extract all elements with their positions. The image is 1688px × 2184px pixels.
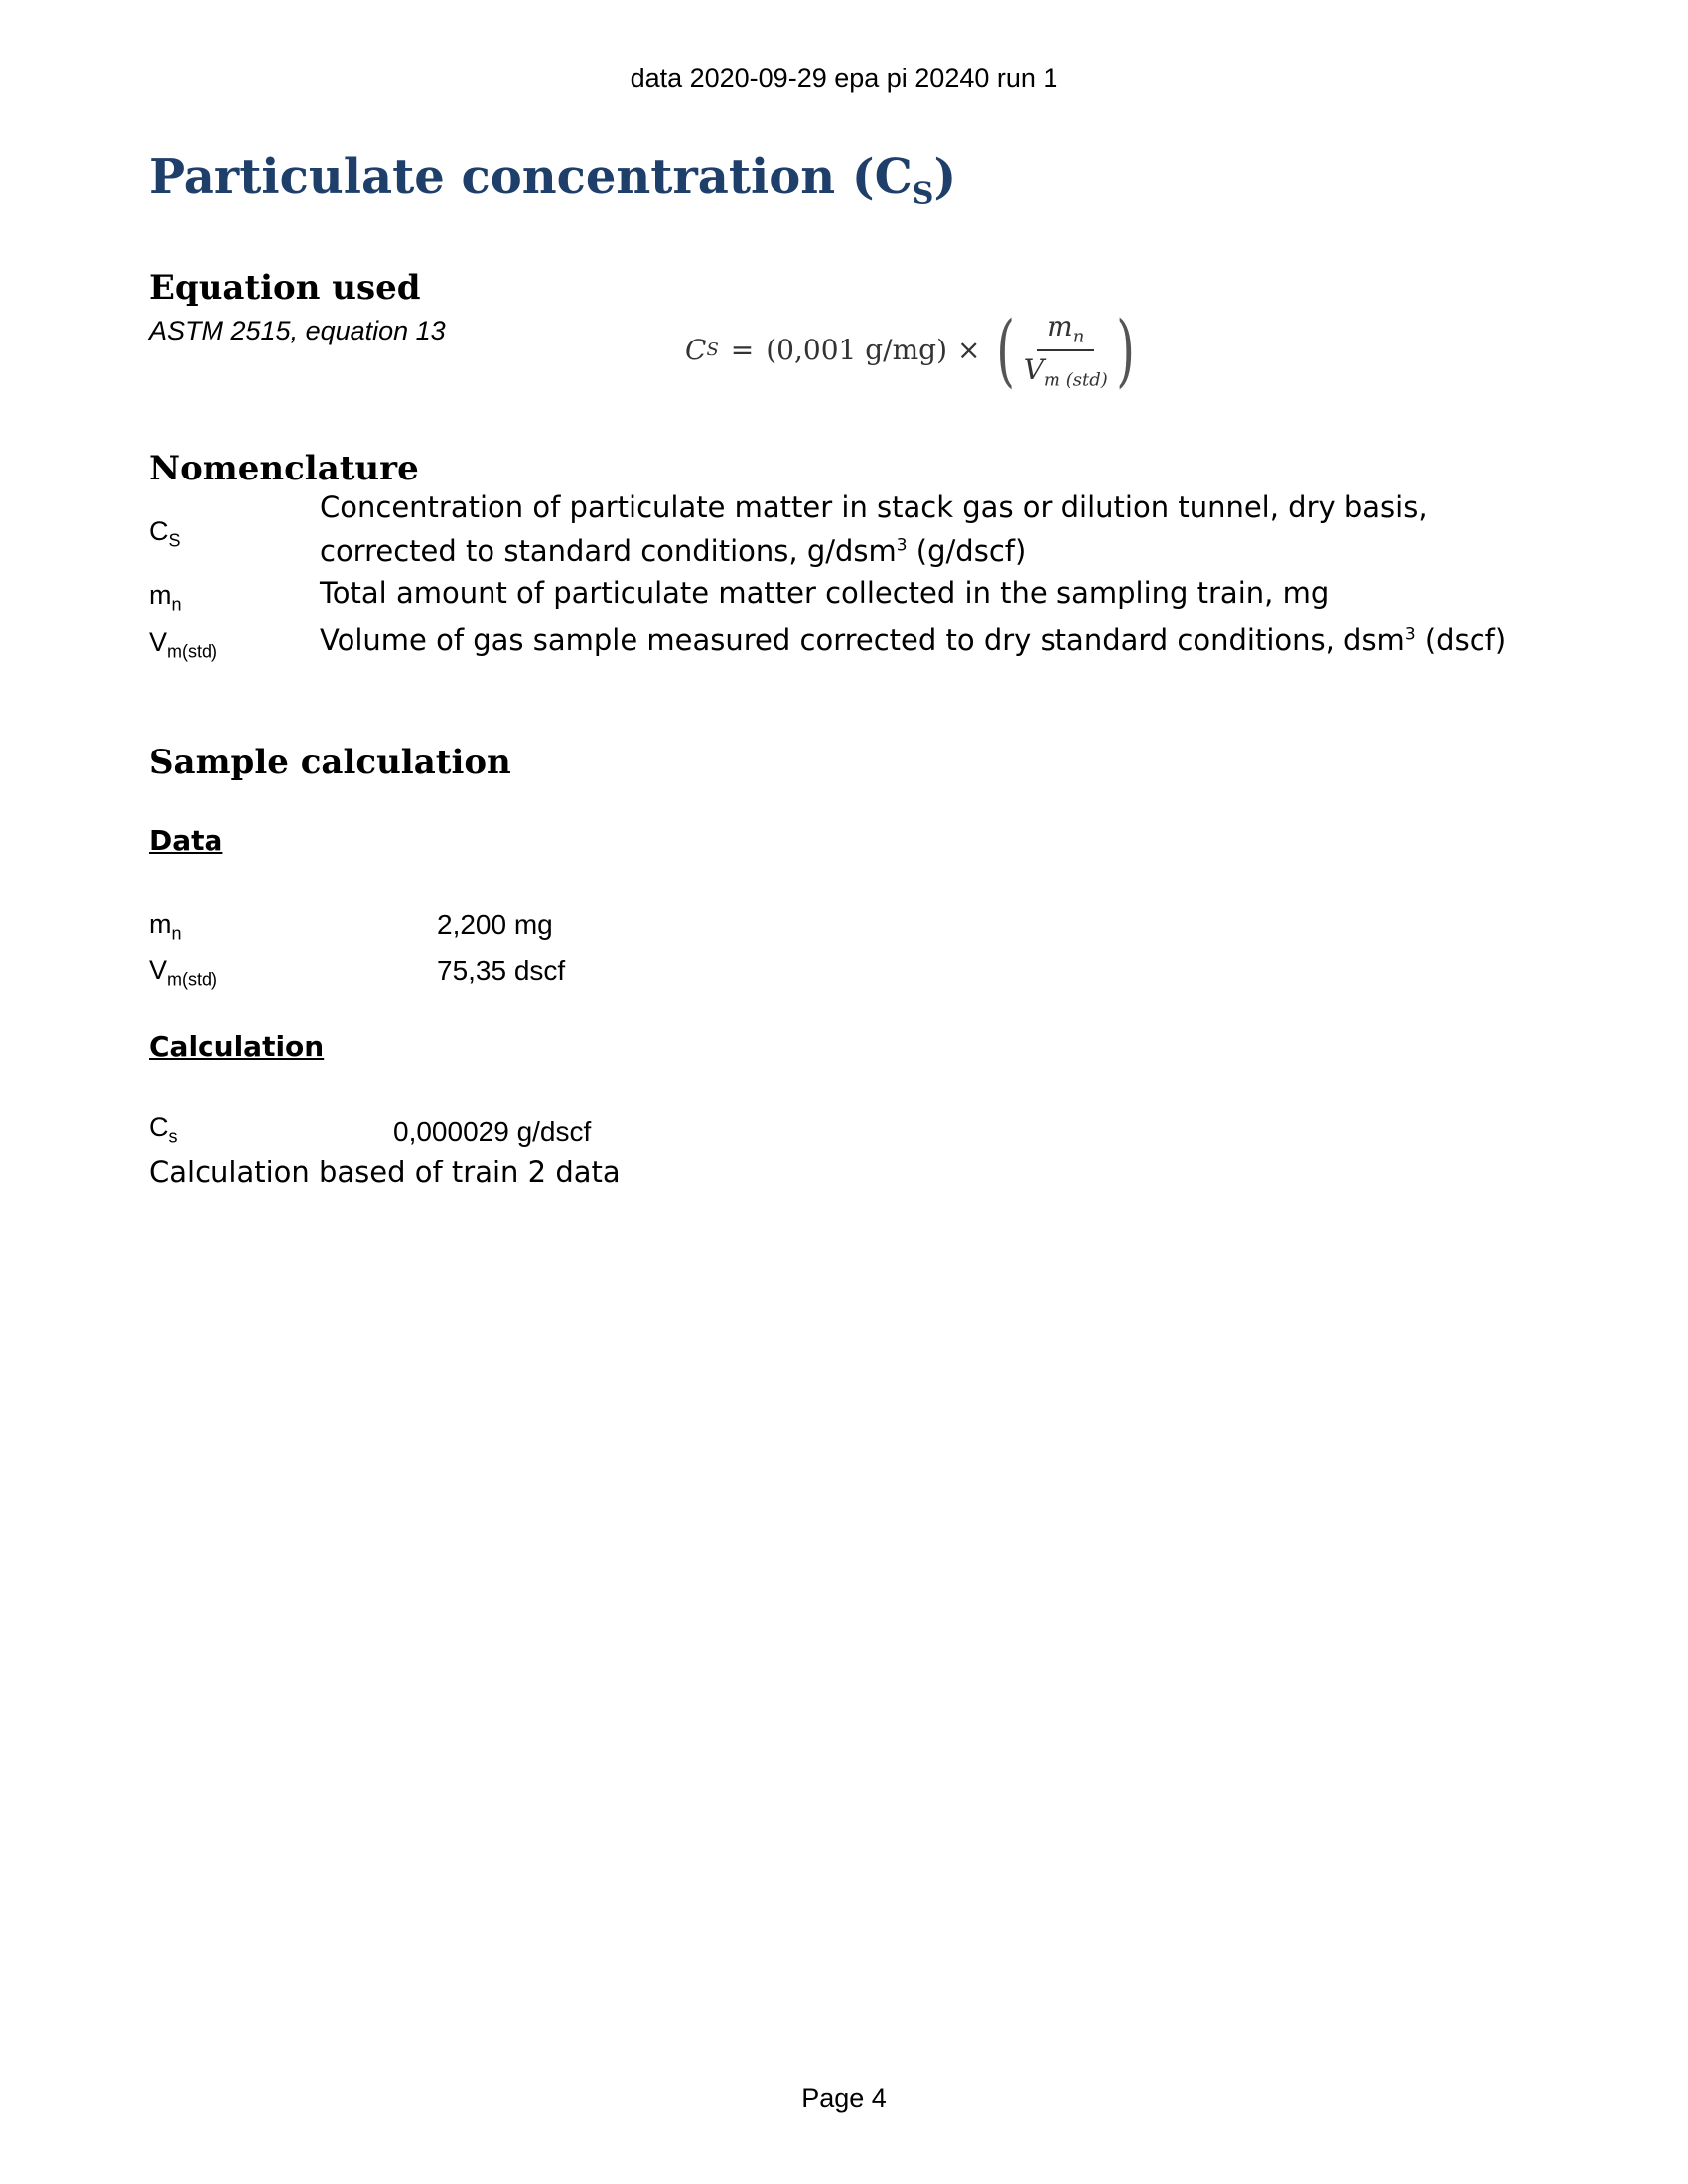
- nomenclature-desc-vmstd: Volume of gas sample measured corrected to dry standard conditions, dsm$^3$ (dscf): [320, 623, 1507, 657]
- data-symbol-vmstd: $V_{m(std)}$: [149, 955, 218, 990]
- nomenclature-heading: Nomenclature: [149, 449, 419, 488]
- equation-formula: C S = (0,001 g/mg) × ( $\frac{m_n}{V_{m (std)}}$ ): [685, 303, 1135, 396]
- page-header: data 2020-09-29 epa pi 20240 run 1: [630, 64, 1058, 93]
- nomenclature-symbol-cs: $C_S$: [149, 516, 181, 551]
- nomenclature-desc-mn: Total amount of particulate matter collected in the sampling train, mg: [320, 576, 1330, 610]
- equation-heading: Equation used: [149, 268, 421, 308]
- nomenclature-symbol-vmstd: $V_{m(std)}$: [149, 627, 218, 662]
- calculation-note: Calculation based of train 2 data: [149, 1156, 621, 1189]
- data-value-vmstd: 75,35 dscf: [437, 955, 566, 986]
- page-title: Particulate concentration $(C_S)$: [149, 149, 957, 211]
- nomenclature-symbol-mn: $m_n$: [149, 580, 182, 614]
- equation-fraction: $\frac{m_n}{V_{m (std)}}$: [1023, 310, 1108, 391]
- page-number: Page 4: [801, 2083, 887, 2113]
- calculation-heading: Calculation: [149, 1030, 325, 1063]
- nomenclature-desc-cs-line1: Concentration of particulate matter in stack gas or dilution tunnel, dry basis,: [320, 490, 1428, 524]
- sample-heading: Sample calculation: [149, 743, 511, 782]
- data-value-mn: 2,200 mg: [437, 909, 553, 940]
- data-heading: Data: [149, 824, 223, 857]
- result-value-cs: 0,000029 g/dscf: [393, 1116, 592, 1147]
- nomenclature-desc-cs-line2: corrected to standard conditions, g/dsm$^3$ (g/dscf): [320, 534, 1027, 568]
- equation-source: ASTM 2515, equation 13: [149, 316, 446, 345]
- result-symbol-cs: $C_s$: [149, 1112, 178, 1147]
- data-symbol-mn: $m_n$: [149, 909, 182, 944]
